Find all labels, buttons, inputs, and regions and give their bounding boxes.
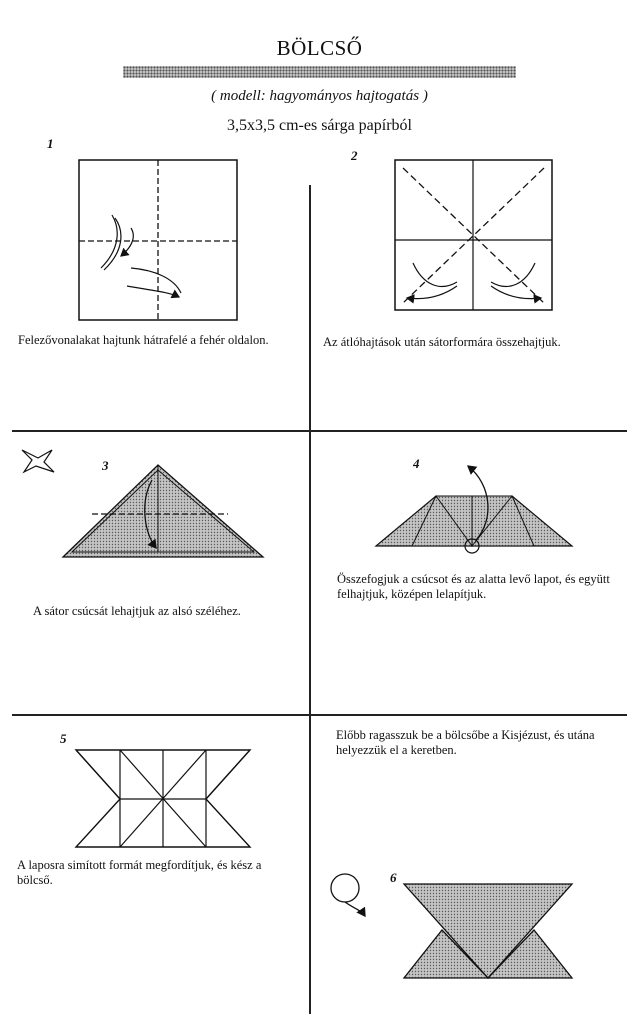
page-title: BÖLCSŐ <box>276 36 363 60</box>
flip-over-symbol <box>325 870 367 920</box>
step-6-number: 6 <box>390 870 397 885</box>
step-5-caption: A laposra simított formát megfordítjuk, és kész a bölcső. <box>17 858 262 887</box>
step-4-caption: Összefogjuk a csúcsot és az alatta levő lapot, és együtt felhajtjuk, középen lelapítjuk. <box>337 572 610 601</box>
center-divider-middle <box>309 430 311 715</box>
step-4-diagram <box>372 460 582 560</box>
step-1-number: 1 <box>47 136 54 151</box>
step-4-number: 4 <box>413 456 420 471</box>
step-1-caption: Felezővonalakat hajtunk hátrafelé a fehér oldalon. <box>18 333 269 347</box>
step-6-diagram <box>402 880 577 985</box>
divider-row-2 <box>12 714 627 716</box>
step-3-diagram <box>60 462 270 572</box>
divider-row-1 <box>12 430 627 432</box>
model-subtitle: ( modell: hagyományos hajtogatás ) <box>211 88 428 104</box>
title-underline <box>123 66 516 78</box>
step-2-caption: Az átlóhajtások után sátorformára összehajtjuk. <box>323 335 561 349</box>
step-5-diagram <box>74 747 254 857</box>
center-divider-bottom <box>309 714 311 1014</box>
step-2-number: 2 <box>351 148 358 163</box>
center-divider-top <box>309 185 311 430</box>
step-6-caption: Előbb ragasszuk be a bölcsőbe a Kisjézust, és utána helyezzük el a keretben. <box>336 728 595 757</box>
step-3-number: 3 <box>102 458 109 473</box>
turn-over-symbol <box>18 446 58 476</box>
step-1-diagram <box>79 160 239 325</box>
step-5-number: 5 <box>60 731 67 746</box>
step-2-diagram <box>395 160 555 325</box>
paper-size-note: 3,5x3,5 cm-es sárga papírból <box>227 117 412 134</box>
step-3-caption: A sátor csúcsát lehajtjuk az alsó széléhez. <box>33 604 241 618</box>
